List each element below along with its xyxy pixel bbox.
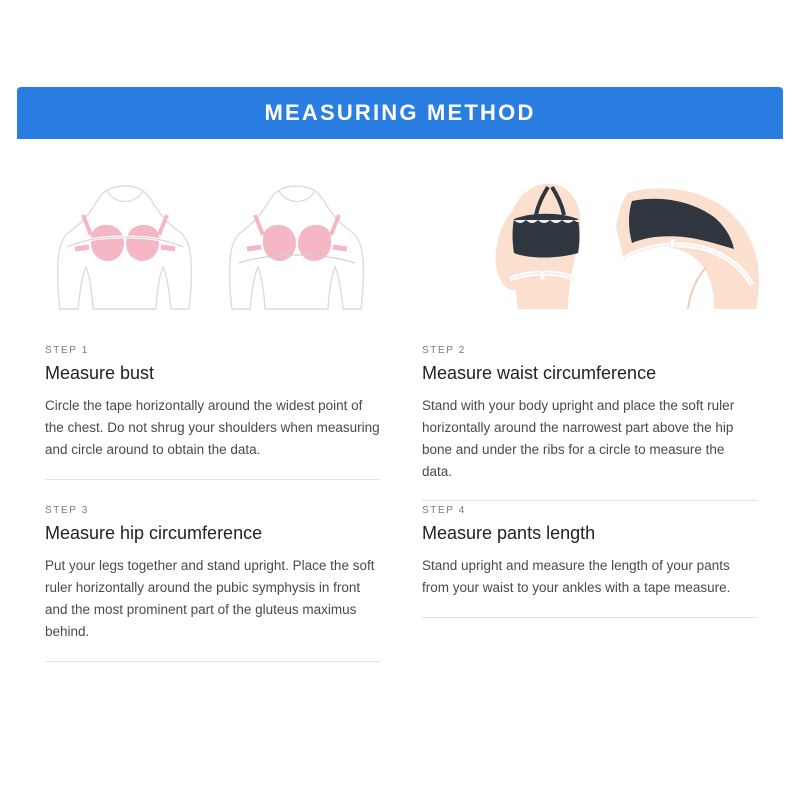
step-3-label: STEP 3 [45, 505, 89, 517]
hip-measure-illustration [610, 175, 770, 345]
step-4-title: Measure pants length [422, 523, 596, 544]
step-1-body: Circle the tape horizontally around the widest point of the chest. Do not shrug your shoulders when measuring and circle around to obtain the data. [45, 398, 380, 457]
step-2-label: STEP 2 [422, 345, 466, 356]
page-title: MEASURING METHOD [264, 100, 536, 125]
step-4-divider [422, 617, 757, 618]
step-1-text [45, 345, 380, 495]
step-card-1 [45, 175, 380, 501]
step-1-title: Measure bust [45, 363, 155, 383]
step-2-text [422, 345, 757, 501]
bust-measure-illustration [45, 175, 380, 345]
step-4-text [422, 501, 757, 655]
step-card-3 [45, 501, 380, 661]
step-4-label: STEP 4 [422, 505, 466, 517]
step-3-divider [45, 661, 380, 662]
step-3-text [45, 501, 380, 661]
header-banner [17, 87, 783, 139]
step-1-divider [45, 479, 380, 480]
step-3-body: Put your legs together and stand upright. Place the soft ruler horizontally around the pubic symphysis in front and the most prominent part of the gluteus maximus behind. [45, 558, 375, 640]
step-2-title: Measure waist circumference [422, 363, 657, 383]
hip-figure-svg [610, 175, 770, 345]
step-card-4 [422, 501, 757, 661]
bust-figures-svg [45, 175, 380, 345]
step-1-label: STEP 1 [45, 345, 89, 356]
step-2-body: Stand with your body upright and place the soft ruler horizontally around the narrowest part above the hip bone and under the ribs for a circle to measure the data. [422, 398, 735, 479]
step-3-title: Measure hip circumference [45, 523, 263, 544]
step-4-body: Stand upright and measure the length of your pants from your waist to your ankles with a tape measure. [422, 558, 731, 596]
